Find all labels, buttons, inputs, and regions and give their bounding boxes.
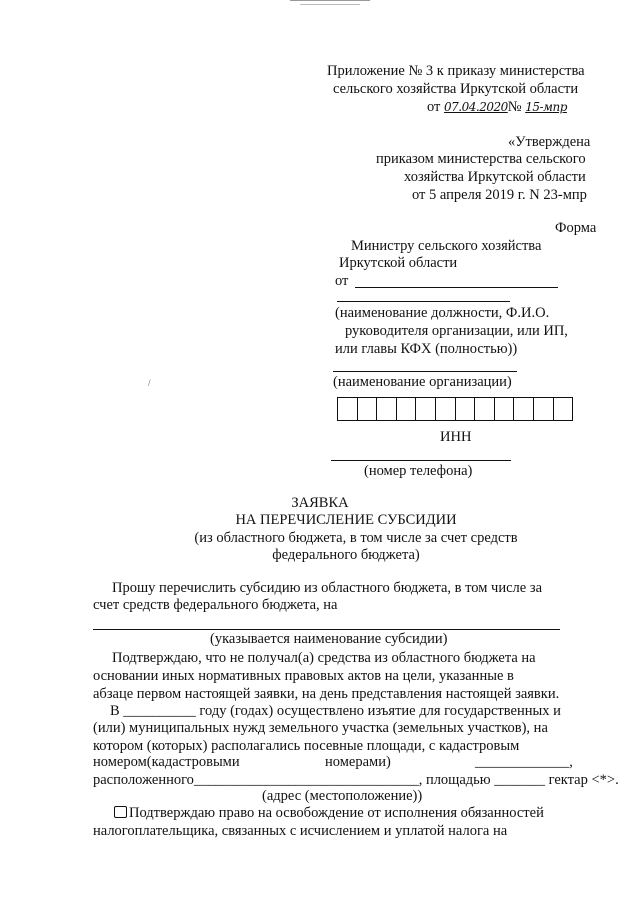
p3-line-4a: номером(кадастровыми xyxy=(93,754,240,770)
p2-line-3: абзаце первом настоящей заявки, на день представления настоящей заявки. xyxy=(93,686,560,702)
approved-line-2: приказом министерства сельского xyxy=(376,151,586,167)
p1-line-2: счет средств федерального бюджета, на xyxy=(93,597,338,613)
p3-line-2: (или) муниципальных нужд земельного участка (земельных участков), на xyxy=(93,720,548,736)
inn-cell[interactable] xyxy=(513,397,534,421)
inn-cell[interactable] xyxy=(396,397,417,421)
organization-line xyxy=(333,371,517,372)
p3-area-label: , площадью xyxy=(418,772,491,788)
p2-line-1: Подтверждаю, что не получал(а) средства из областного бюджета на xyxy=(112,650,536,666)
inn-cells xyxy=(338,397,573,421)
p3-line-4c: _____________, xyxy=(475,754,573,770)
form-label: Форма xyxy=(555,220,597,236)
inn-cell[interactable] xyxy=(553,397,574,421)
appendix-line-2: сельского хозяйства Иркутской области xyxy=(333,81,579,97)
phone-line xyxy=(331,460,511,461)
approved-line-4: от 5 апреля 2019 г. N 23-мпр xyxy=(412,187,587,203)
appendix-number-sign: № xyxy=(507,99,522,115)
inn-cell[interactable] xyxy=(415,397,436,421)
appendix-date-line xyxy=(427,99,567,116)
inn-cell[interactable] xyxy=(474,397,495,421)
p3-hectare-label: гектар <*>. xyxy=(544,772,619,788)
scan-top-mark xyxy=(300,4,360,5)
addressee-line-2: Иркутской области xyxy=(339,255,458,271)
p4-line-1-text: Подтверждаю право на освобождение от исполнения обязанностей xyxy=(129,805,544,821)
inn-cell[interactable] xyxy=(435,397,456,421)
approved-line-3: хозяйства Иркутской области xyxy=(404,169,586,185)
handwritten-date: 07.04.2020 xyxy=(444,100,508,114)
title-line-2: НА ПЕРЕЧИСЛЕНИЕ СУБСИДИИ xyxy=(235,512,457,528)
phone-caption: (номер телефона) xyxy=(364,463,473,479)
stray-mark: / xyxy=(148,378,151,388)
inn-cell[interactable] xyxy=(533,397,554,421)
p3-line-4b: номерами) xyxy=(325,754,391,770)
organization-caption: (наименование организации) xyxy=(333,374,512,390)
confirm-exemption-checkbox[interactable] xyxy=(114,806,127,818)
title-line-4: федерального бюджета) xyxy=(272,547,420,563)
addressee-from-line xyxy=(355,287,558,288)
position-caption-2: руководителя организации, или ИП, xyxy=(345,323,568,339)
addressee-from-label: от xyxy=(335,273,349,289)
scan-top-mark xyxy=(290,0,370,1)
appendix-line-1: Приложение № 3 к приказу министерства xyxy=(327,63,585,79)
address-caption: (адрес (местоположение)) xyxy=(262,788,423,804)
p3-area-blank: _______ xyxy=(494,772,545,788)
inn-label: ИНН xyxy=(440,429,472,445)
addressee-line-1: Министру сельского хозяйства xyxy=(351,238,542,254)
title-line-1: ЗАЯВКА xyxy=(291,495,349,511)
subsidy-name-line xyxy=(93,629,560,630)
p3-address-blank: _______________________________ xyxy=(193,772,419,788)
p3-located-label: расположенного xyxy=(93,772,194,788)
p4-line-1 xyxy=(114,805,544,822)
inn-cell[interactable] xyxy=(357,397,378,421)
approved-line-1: «Утверждена xyxy=(508,134,591,150)
inn-cell[interactable] xyxy=(337,397,358,421)
p1-line-1: Прошу перечислить субсидию из областного бюджета, в том числе за xyxy=(112,580,543,596)
inn-cell[interactable] xyxy=(376,397,397,421)
subsidy-caption: (указывается наименование субсидии) xyxy=(210,631,448,647)
p3-line-5 xyxy=(93,772,619,789)
p3-line-1: В __________ году (годах) осуществлено изъятие для государственных и xyxy=(110,703,561,719)
p3-line-3: котором (которых) располагались посевные площади, с кадастровым xyxy=(93,738,520,754)
p2-line-2: основании иных нормативных правовых актов на цели, указанные в xyxy=(93,668,514,684)
position-caption-3: или главы КФХ (полностью)) xyxy=(335,341,518,357)
appendix-from-prefix: от xyxy=(427,99,441,115)
inn-cell[interactable] xyxy=(455,397,476,421)
addressee-name-line xyxy=(337,301,510,302)
position-caption-1: (наименование должности, Ф.И.О. xyxy=(335,305,550,321)
handwritten-number: 15-мпр xyxy=(525,100,567,114)
p4-line-2: налогоплательщика, связанных с исчислением и уплатой налога на xyxy=(93,823,508,839)
inn-cell[interactable] xyxy=(494,397,515,421)
title-line-3: (из областного бюджета, в том числе за счет средств xyxy=(194,530,518,546)
